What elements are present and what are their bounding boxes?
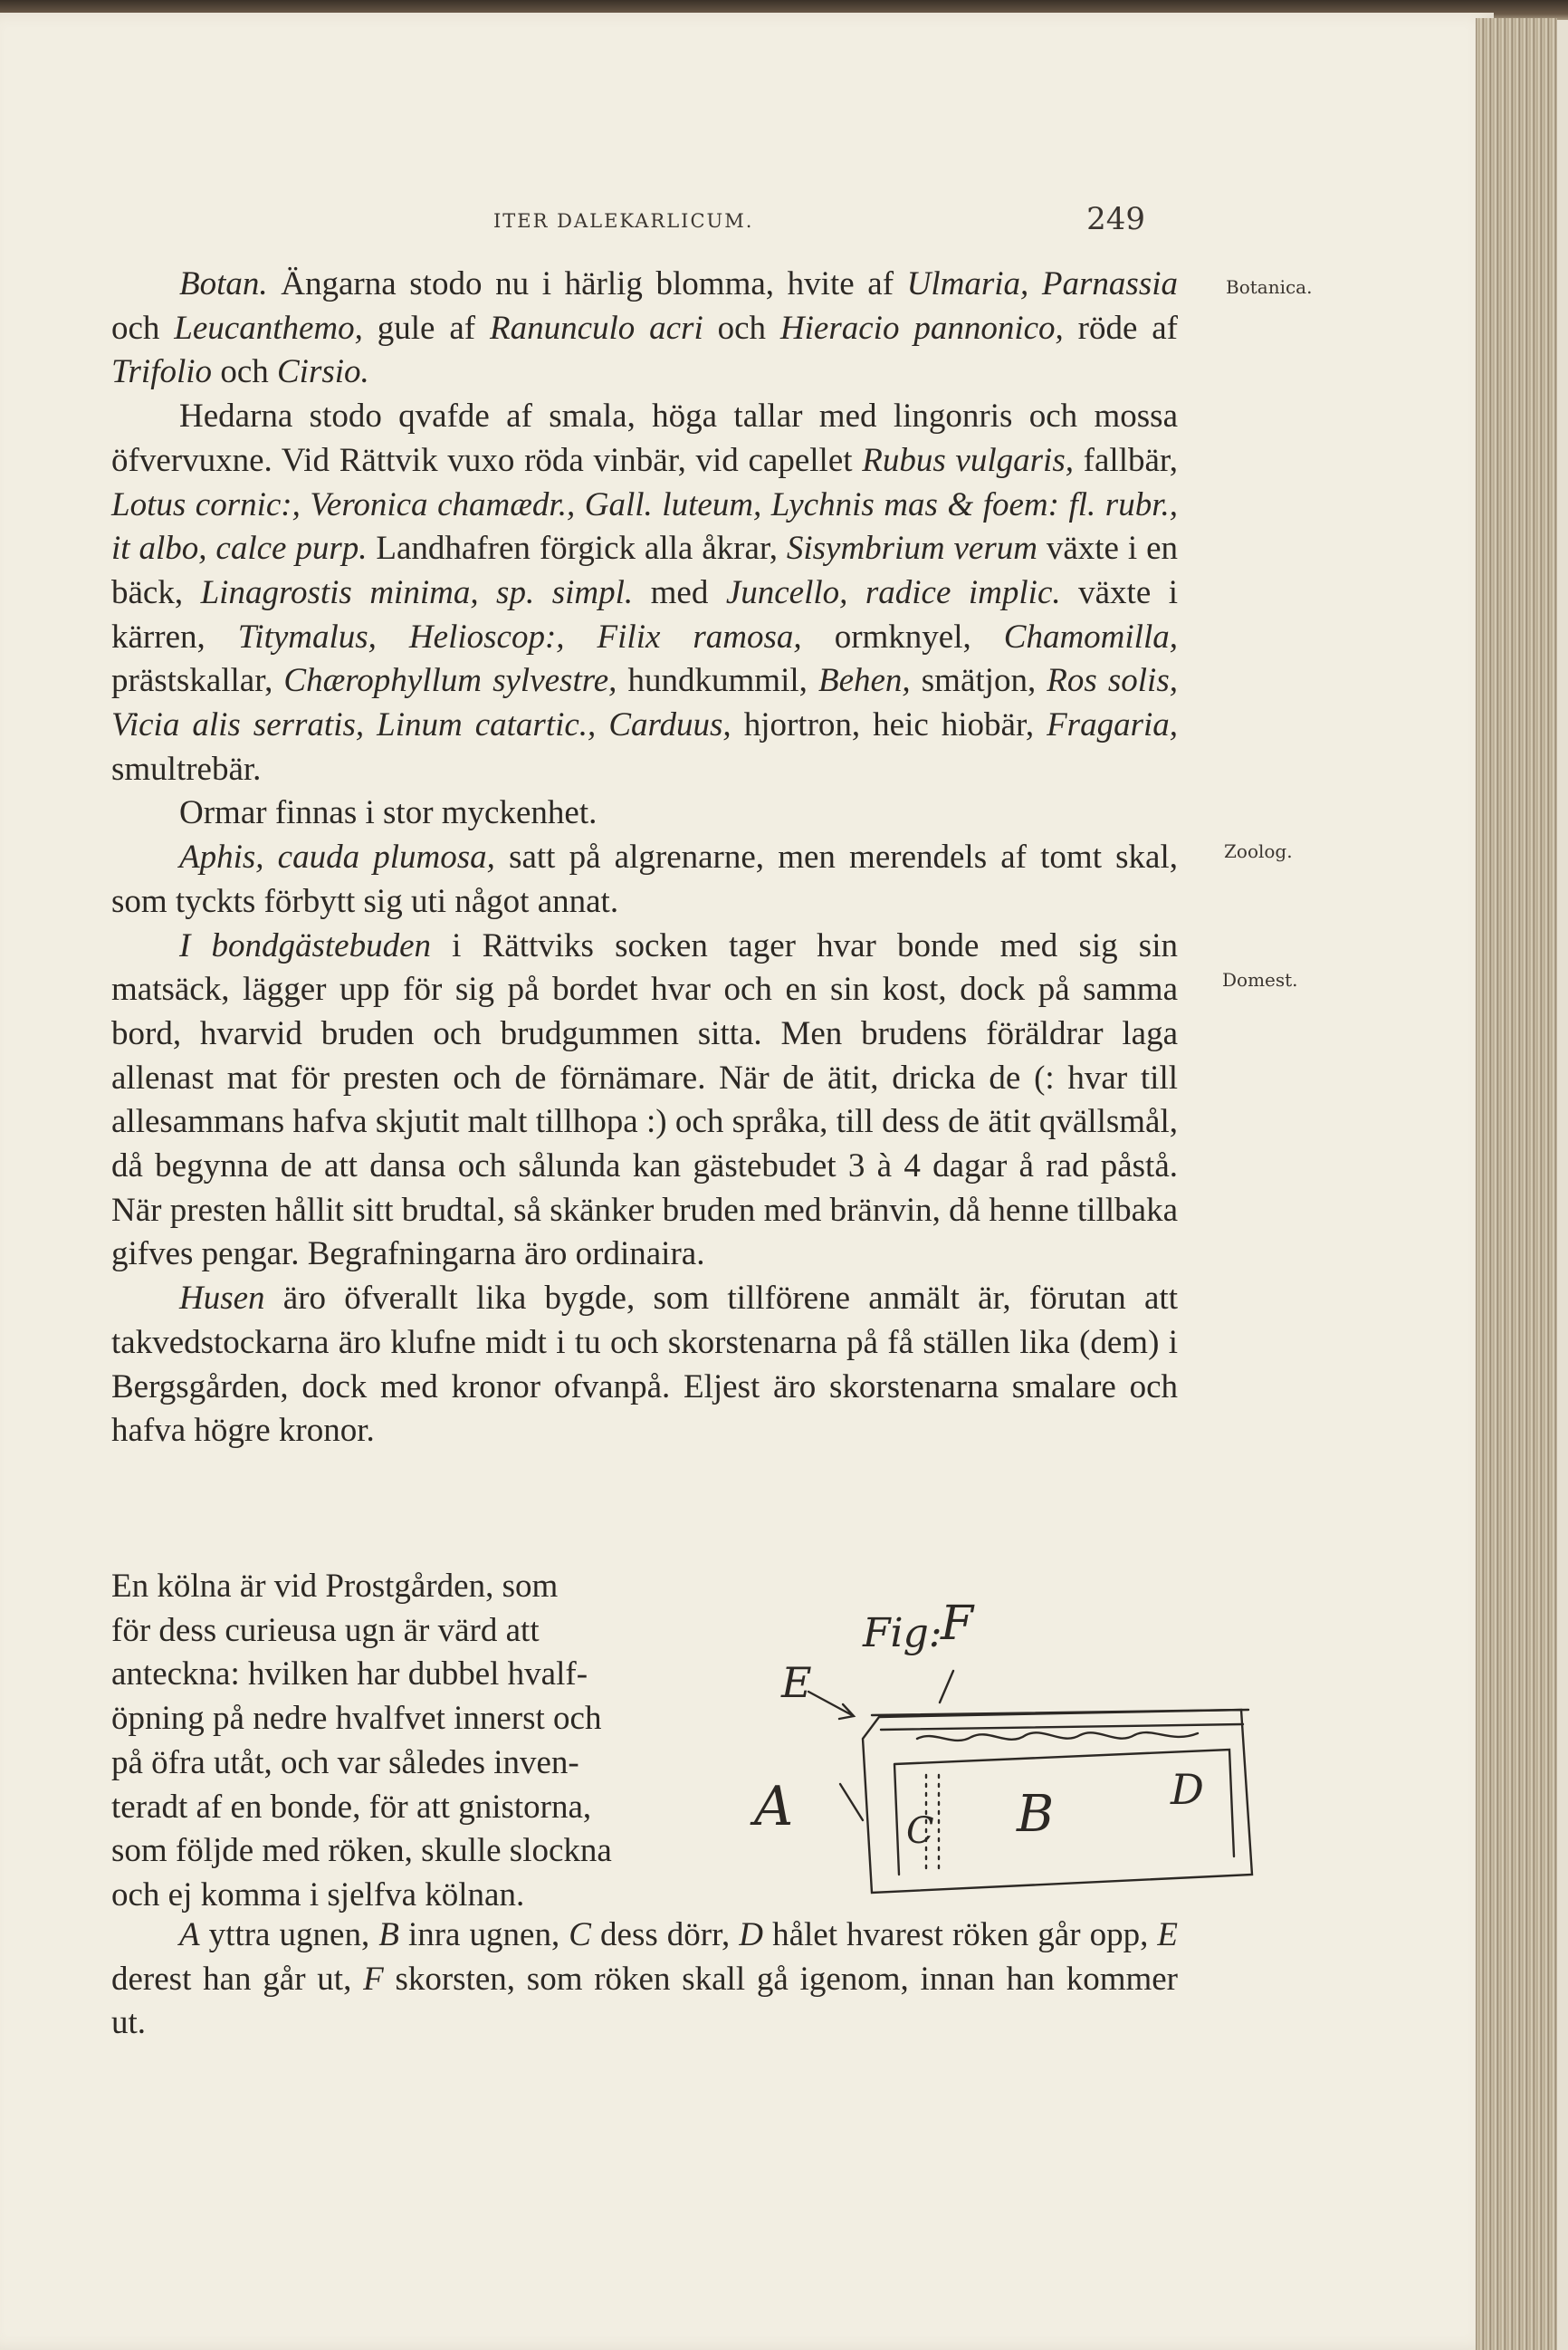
text-run: med xyxy=(633,573,726,611)
text-run: ormknyel, xyxy=(801,618,1004,656)
marginal-note-zoolog: Zoolog. xyxy=(1224,840,1293,862)
figure-description xyxy=(111,1565,727,1918)
italic-run: Cirsio. xyxy=(277,353,369,391)
paragraph-weddings xyxy=(111,925,1178,1278)
kiln-sketch xyxy=(745,1603,1288,1902)
text-run: och xyxy=(212,353,277,391)
figure-text-line: öpning på nedre hvalfvet innerst och xyxy=(111,1700,602,1738)
figure-text-line: teradt af en bonde, för att gnistorna, xyxy=(111,1788,592,1826)
italic-run: Chamomilla, xyxy=(1003,618,1178,656)
paragraph-houses xyxy=(111,1277,1178,1453)
sketch-label-d: D xyxy=(1171,1765,1204,1814)
italic-run: B xyxy=(378,1916,399,1953)
text-run: hålet hvarest röken går opp, xyxy=(763,1916,1158,1953)
italic-run: Sisymbrium verum xyxy=(786,530,1037,568)
text-run: växte i kärren, xyxy=(111,573,1179,656)
sketch-line-f xyxy=(940,1671,953,1703)
paragraph-aphis xyxy=(111,836,1178,924)
italic-run: Ros solis, Vicia alis serratis, Linum catartic., xyxy=(111,662,1178,744)
italic-run: C xyxy=(569,1916,591,1953)
running-title: ITER DALEKARLICUM. xyxy=(493,210,754,232)
italic-run: Lotus cornic:, xyxy=(111,485,301,523)
italic-run: Botan. xyxy=(179,265,268,302)
paragraph-botany xyxy=(111,263,1178,395)
italic-run: Chærophyllum sylvestre, xyxy=(283,662,617,700)
italic-run: Juncello, radice implic. xyxy=(725,573,1061,611)
text-run: smultrebär. xyxy=(111,750,262,788)
paragraph-snakes xyxy=(111,791,1178,836)
figure-text-line: på öfra utåt, och var således inven- xyxy=(111,1743,579,1781)
sketch-vent-scribble xyxy=(917,1732,1198,1741)
sketch-label-a: A xyxy=(754,1775,794,1838)
italic-run: Hieracio pannonico, xyxy=(779,309,1064,347)
italic-run: Linagrostis minima, sp. simpl. xyxy=(200,573,634,611)
sketch-arrow-e xyxy=(808,1692,854,1719)
text-run: Ängarna stodo nu i härlig blomma, hvite af xyxy=(267,265,907,302)
text-run: skorsten, som röken skall gå igenom, innan han kommer ut. xyxy=(111,1960,1178,2042)
text-run: dess dörr, xyxy=(590,1916,740,1953)
italic-run: Carduus, xyxy=(608,706,731,744)
text-run: inra ugnen, xyxy=(398,1916,569,1953)
page-header xyxy=(109,201,1186,246)
italic-run: I bondgästebuden xyxy=(179,926,432,964)
text-run: i Rättviks socken tager hvar bonde med sig sin matsäck, lägger upp för sig på bordet hvar och en sin kost, dock på samma bord, hvarvid bruden och brudgummen sitta. Men brudens föräldrar laga allenast mat för presten och de förnämare. När de ätit, dricka de (: hvar till allesammans hafva skjutit malt tillhopa :) och språka, till dess de ätit qvällsmål, då begynna de att dansa och sålunda kan gästebudet 3 à 4 dagar å rad påstå. När presten hållit sitt brudtal, så skänker bruden med bränvin, då henne tillbaka gifves pengar. Begrafningarna äro ordinaira. xyxy=(111,926,1178,1273)
text-run: Ormar finnas i stor myckenhet. xyxy=(179,794,598,832)
figure-text-line: och ej komma i sjelfva kölnan. xyxy=(111,1875,525,1914)
text-run: och xyxy=(703,309,780,347)
italic-run: Behen, xyxy=(817,662,911,700)
text-run: prästskallar, xyxy=(111,662,284,700)
text-run: hjortron, heic hiobär, xyxy=(731,706,1047,744)
paragraph-heaths xyxy=(111,395,1178,791)
page-number: 249 xyxy=(1086,201,1145,237)
text-run xyxy=(575,486,585,523)
page-edges xyxy=(1476,18,1557,2350)
text-run: fallbär, xyxy=(1073,441,1178,479)
figure-text-line: som följde med röken, skulle slockna xyxy=(111,1832,612,1870)
italic-run: Fragaria, xyxy=(1047,706,1179,744)
italic-run: A xyxy=(179,1916,200,1953)
paragraph-legend xyxy=(111,1914,1178,2046)
italic-run: Ranunculo acri xyxy=(489,309,703,347)
italic-run: Leucanthemo, xyxy=(174,309,363,347)
italic-run: Husen xyxy=(179,1280,265,1318)
marginal-note-domest: Domest. xyxy=(1222,969,1298,991)
text-run: smätjon, xyxy=(910,662,1047,700)
text-run: hundkummil, xyxy=(617,662,818,700)
text-run: röde af xyxy=(1063,309,1178,347)
sketch-top-band xyxy=(872,1710,1248,1730)
italic-run: Ulmaria, xyxy=(906,265,1029,302)
text-run: Landhafren förgick alla åkrar, xyxy=(367,530,787,568)
italic-run: Veronica chamædr., xyxy=(310,485,576,523)
text-run: satt på algrenarne, men merendels af tomt skal, som tyckts förbytt sig uti något annat. xyxy=(111,839,1178,920)
legend-text xyxy=(111,1914,1178,2046)
figure-text-line: för dess curieusa ugn är värd att xyxy=(111,1611,540,1649)
text-run: växte i en bäck, xyxy=(111,530,1178,611)
sketch-label-b: B xyxy=(1017,1785,1055,1844)
figure-text-line: anteckna: hvilken har dubbel hvalf- xyxy=(111,1655,588,1693)
italic-run: F xyxy=(363,1960,384,1998)
text-run: yttra ugnen, xyxy=(199,1916,379,1953)
italic-run: Titymalus, Helioscop:, Filix ramosa, xyxy=(237,618,802,656)
text-run xyxy=(301,486,311,523)
figure-text-line: En kölna är vid Prostgården, som xyxy=(111,1568,559,1605)
text-run xyxy=(1028,265,1042,302)
body-text xyxy=(111,263,1178,1453)
text-run: äro öfverallt lika bygde, som tillförene anmält är, förutan att takvedstockarna äro klufne midt i tu och skorstenarna på få ställen lika (dem) i Bergsgården, dock med kronor ofvanpå. Eljest äro skorstenarna smalare och hafva högre kronor. xyxy=(111,1280,1178,1450)
italic-run: E xyxy=(1157,1916,1178,1953)
figure-block xyxy=(111,1565,1204,1914)
sketch-label-c: C xyxy=(906,1810,934,1852)
text-run: derest han går ut, xyxy=(111,1960,364,1998)
sketch-line-a xyxy=(840,1784,863,1820)
italic-run: Parnassia xyxy=(1041,265,1178,302)
sketch-label-e: E xyxy=(781,1658,812,1707)
text-run: gule af xyxy=(362,309,490,347)
marginal-note-botanica: Botanica. xyxy=(1226,276,1313,298)
italic-run: Aphis, cauda plumosa, xyxy=(179,839,495,877)
text-run: Hedarna stodo qvafde af smala, höga tallar med lingonris och mossa öfvervuxne. Vid Rättvik vuxo röda vinbär, vid capellet xyxy=(111,398,1178,479)
italic-run: Gall. luteum, Lychnis mas & foem: fl. rubr., it albo, calce purp. xyxy=(111,485,1179,568)
italic-run: Trifolio xyxy=(111,353,213,391)
sketch-caption: Fig: xyxy=(863,1610,942,1656)
text-run: och xyxy=(111,309,175,347)
italic-run: D xyxy=(739,1916,764,1953)
sketch-label-f: F xyxy=(941,1603,974,1651)
text-run xyxy=(596,706,608,743)
italic-run: Rubus vulgaris, xyxy=(862,441,1074,479)
